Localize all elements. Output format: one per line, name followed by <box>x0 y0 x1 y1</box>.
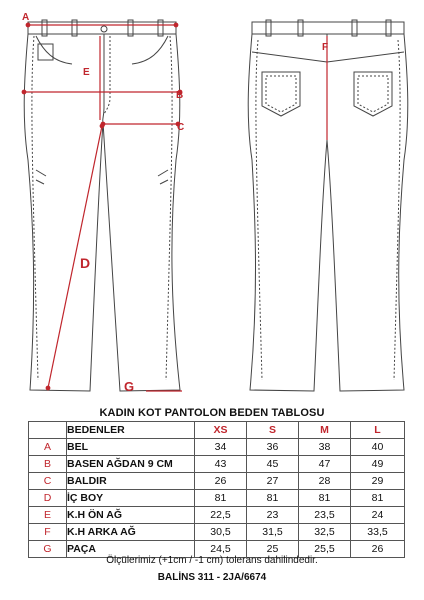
header-code <box>29 422 67 439</box>
label-d: D <box>80 255 91 271</box>
tolerance-note: Ölçülerimiz (+1cm / -1 cm) tolerans dahilindedir. <box>106 555 318 566</box>
label-e: E <box>83 67 90 78</box>
cell-value: 45 <box>247 456 299 473</box>
header-label: BEDENLER <box>67 422 195 439</box>
cell-value: 81 <box>195 490 247 507</box>
cell-value: 26 <box>351 541 405 558</box>
cell-value: 81 <box>351 490 405 507</box>
table-row <box>29 473 405 490</box>
label-g: G <box>124 379 135 394</box>
header-size-xs: XS <box>195 422 247 439</box>
cell-value: 81 <box>299 490 351 507</box>
cell-value: 28 <box>299 473 351 490</box>
label-c: C <box>177 122 185 133</box>
cell-value: 36 <box>247 439 299 456</box>
cell-value: 22,5 <box>195 507 247 524</box>
row-code: F <box>29 524 67 541</box>
jeans-back-view <box>248 20 408 391</box>
cell-value: 24 <box>351 507 405 524</box>
product-code: BALİNS 311 - 2JA/6674 <box>157 572 267 583</box>
size-chart-title: KADIN KOT PANTOLON BEDEN TABLOSU <box>99 407 325 419</box>
header-size-l: L <box>351 422 405 439</box>
row-code: A <box>29 439 67 456</box>
cell-value: 47 <box>299 456 351 473</box>
cell-value: 40 <box>351 439 405 456</box>
cell-value: 81 <box>247 490 299 507</box>
jeans-front-view <box>24 20 180 391</box>
row-name: K.H ARKA AĞ <box>67 524 195 541</box>
row-name: PAÇA <box>67 541 195 558</box>
row-code: B <box>29 456 67 473</box>
label-f: F <box>322 42 329 53</box>
cell-value: 26 <box>195 473 247 490</box>
header-size-m: M <box>299 422 351 439</box>
label-b: B <box>176 90 184 101</box>
cell-value: 24,5 <box>195 541 247 558</box>
cell-value: 23 <box>247 507 299 524</box>
cell-value: 25,5 <box>299 541 351 558</box>
table-row <box>29 507 405 524</box>
row-name: İÇ BOY <box>67 490 195 507</box>
cell-value: 31,5 <box>247 524 299 541</box>
row-name: BEL <box>67 439 195 456</box>
table-row <box>29 439 405 456</box>
cell-value: 43 <box>195 456 247 473</box>
cell-value: 32,5 <box>299 524 351 541</box>
table-row <box>29 490 405 507</box>
header-size-s: S <box>247 422 299 439</box>
row-name: BALDIR <box>67 473 195 490</box>
row-code: G <box>29 541 67 558</box>
row-name: K.H ÖN AĞ <box>67 507 195 524</box>
measure-line-d <box>48 126 102 388</box>
row-name: BASEN AĞDAN 9 CM <box>67 456 195 473</box>
row-code: D <box>29 490 67 507</box>
cell-value: 30,5 <box>195 524 247 541</box>
table-row <box>29 524 405 541</box>
size-table <box>28 421 405 558</box>
cell-value: 49 <box>351 456 405 473</box>
table-header-row <box>29 422 405 439</box>
label-a: A <box>22 12 30 23</box>
table-row <box>29 456 405 473</box>
cell-value: 33,5 <box>351 524 405 541</box>
cell-value: 29 <box>351 473 405 490</box>
cell-value: 34 <box>195 439 247 456</box>
cell-value: 27 <box>247 473 299 490</box>
row-code: E <box>29 507 67 524</box>
cell-value: 23,5 <box>299 507 351 524</box>
cell-value: 38 <box>299 439 351 456</box>
cell-value: 25 <box>247 541 299 558</box>
row-code: C <box>29 473 67 490</box>
